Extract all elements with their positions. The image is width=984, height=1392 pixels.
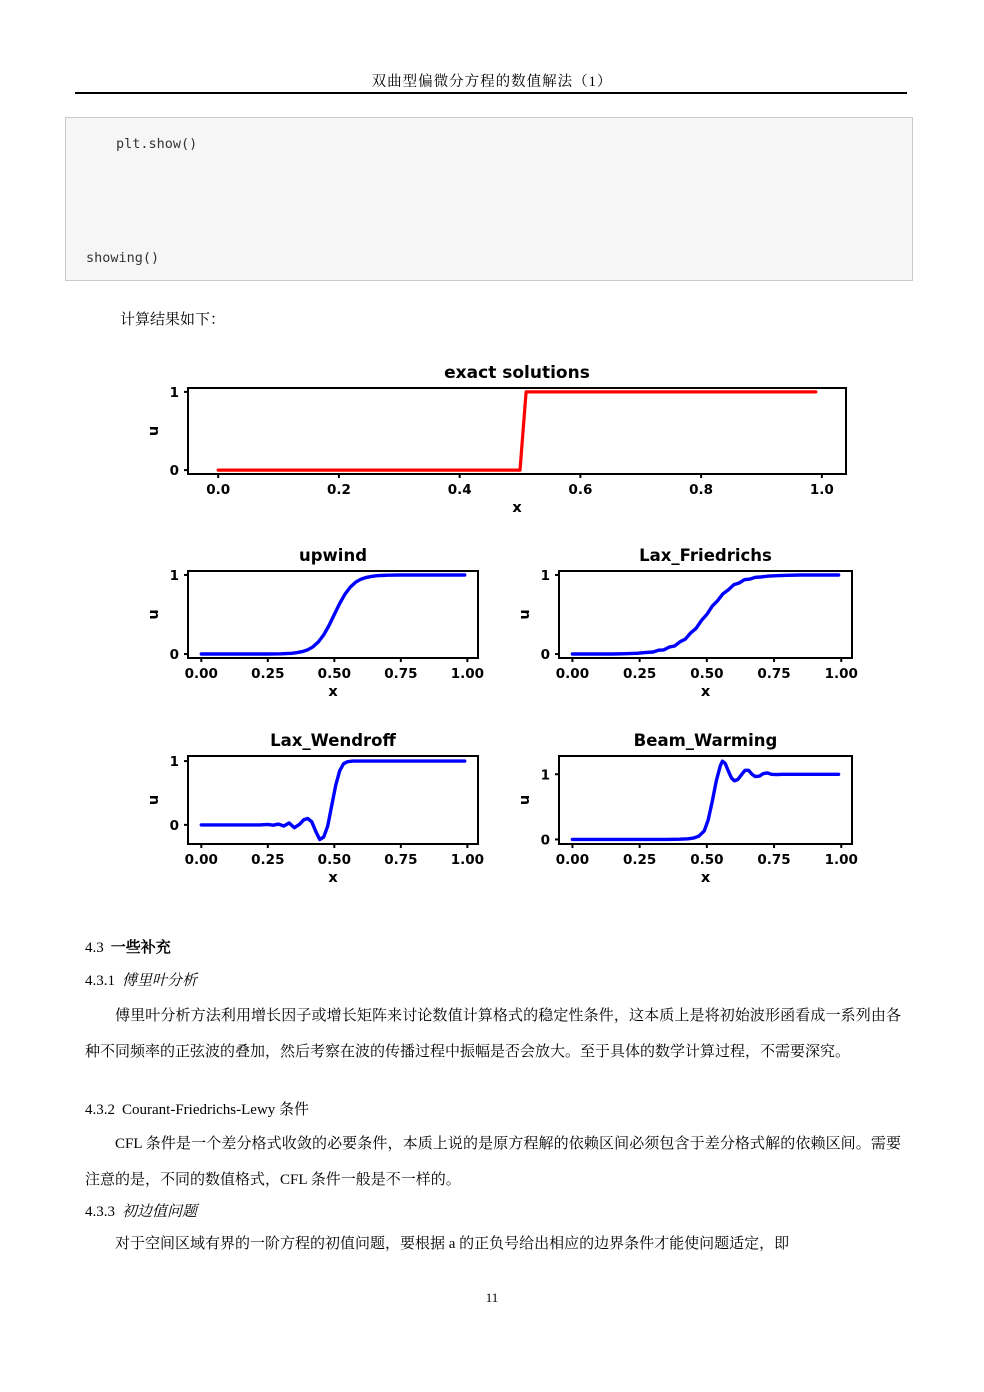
results-intro-text: 计算结果如下： xyxy=(120,312,226,328)
header-rule xyxy=(75,92,907,94)
svg-text:0: 0 xyxy=(169,647,179,664)
svg-text:0.25: 0.25 xyxy=(251,852,285,868)
section-4-3-3-number: 4.3.3 xyxy=(85,1204,115,1220)
figure-upwind xyxy=(140,538,502,717)
svg-text:0.00: 0.00 xyxy=(184,666,218,682)
chart-canvas xyxy=(140,354,892,532)
svg-text:u: u xyxy=(517,794,533,806)
svg-text:0.75: 0.75 xyxy=(757,852,791,868)
svg-text:0.50: 0.50 xyxy=(317,666,351,682)
svg-text:0.75: 0.75 xyxy=(384,852,418,868)
figure-beam-warming xyxy=(512,722,874,905)
svg-text:0.75: 0.75 xyxy=(757,666,791,682)
svg-text:x: x xyxy=(700,870,711,886)
section-4-3-2-number: 4.3.2 xyxy=(85,1102,115,1118)
svg-text:u: u xyxy=(146,794,162,806)
svg-text:0: 0 xyxy=(169,463,179,480)
code-block xyxy=(65,117,913,281)
svg-text:0.50: 0.50 xyxy=(317,852,351,868)
svg-text:0.8: 0.8 xyxy=(689,482,714,498)
figure-lax-wendroff xyxy=(140,722,502,905)
page-header-title: 双曲型偏微分方程的数值解法（1） xyxy=(371,74,613,90)
svg-text:0.50: 0.50 xyxy=(690,852,724,868)
section-4-3-2-title: Courant-Friedrichs-Lewy 条件 xyxy=(122,1102,310,1118)
svg-text:1.00: 1.00 xyxy=(450,852,485,868)
chart-canvas xyxy=(512,538,874,712)
svg-text:upwind: upwind xyxy=(298,546,368,565)
figure-lax-friedrichs xyxy=(512,538,874,717)
svg-text:0: 0 xyxy=(540,647,550,664)
svg-text:u: u xyxy=(146,425,162,437)
svg-text:0.00: 0.00 xyxy=(555,852,590,868)
section-4-3-heading xyxy=(85,936,171,957)
svg-text:1: 1 xyxy=(169,567,179,584)
section-4-3-2-body: CFL 条件是一个差分格式收敛的必要条件，本质上说的是原方程解的依赖区间必须包含于差分格式解的依赖区间。需要注意的是，不同的数值格式，CFL 条件一般是不一样的。 xyxy=(85,1136,901,1188)
chart-canvas xyxy=(140,538,502,712)
svg-text:0: 0 xyxy=(540,832,550,849)
section-4-3-3-heading xyxy=(85,1200,197,1221)
section-4-3-1-heading xyxy=(85,969,197,990)
svg-text:1: 1 xyxy=(540,567,550,584)
svg-text:1: 1 xyxy=(540,767,550,784)
svg-text:0.25: 0.25 xyxy=(622,852,657,868)
section-4-3-1-number: 4.3.1 xyxy=(85,973,115,989)
section-4-3-number: 4.3 xyxy=(85,940,104,956)
svg-text:u: u xyxy=(146,609,162,620)
svg-text:u: u xyxy=(517,609,533,620)
svg-text:0.25: 0.25 xyxy=(622,666,657,682)
page-number: 11 xyxy=(485,1290,499,1305)
section-4-3-1-body: 傅里叶分析方法利用增长因子或增长矩阵来讨论数值计算格式的稳定性条件，这本质上是将初始波形函看成一系列由各种不同频率的正弦波的叠加，然后考察在波的传播过程中振幅是否会放大。至于具体的数学计算过程，不需要深究。 xyxy=(85,1008,901,1060)
svg-text:x: x xyxy=(328,870,338,886)
section-4-3-2-heading xyxy=(85,1098,309,1119)
svg-text:0.00: 0.00 xyxy=(184,852,218,868)
section-4-3-1-title: 傅里叶分析 xyxy=(122,973,198,989)
svg-text:Beam_Warming: Beam_Warming xyxy=(633,731,778,750)
svg-text:0.75: 0.75 xyxy=(384,666,418,682)
svg-text:exact solutions: exact solutions xyxy=(444,363,590,383)
figure-exact-solutions xyxy=(140,354,892,537)
chart-canvas xyxy=(140,722,502,900)
svg-text:1: 1 xyxy=(169,384,179,401)
svg-text:x: x xyxy=(700,684,711,700)
svg-text:Lax_Wendroff: Lax_Wendroff xyxy=(270,731,396,750)
svg-text:0.50: 0.50 xyxy=(690,666,724,682)
svg-text:x: x xyxy=(512,500,522,516)
svg-text:0.00: 0.00 xyxy=(555,666,590,682)
svg-text:0.2: 0.2 xyxy=(326,482,351,498)
svg-text:1.00: 1.00 xyxy=(824,666,858,682)
svg-text:x: x xyxy=(328,684,338,700)
code-line-plt-show: plt.show() xyxy=(116,136,198,152)
code-line-showing: showing() xyxy=(86,250,160,266)
svg-text:1.00: 1.00 xyxy=(450,666,485,682)
svg-text:0.25: 0.25 xyxy=(251,666,285,682)
svg-text:0.6: 0.6 xyxy=(568,482,593,498)
section-4-3-title: 一些补充 xyxy=(110,939,171,956)
svg-text:1.00: 1.00 xyxy=(824,852,858,868)
svg-text:Lax_Friedrichs: Lax_Friedrichs xyxy=(639,546,772,565)
svg-text:0: 0 xyxy=(169,817,179,834)
svg-text:1.0: 1.0 xyxy=(809,482,834,498)
section-4-3-3-title: 初边值问题 xyxy=(122,1204,198,1220)
svg-text:0.0: 0.0 xyxy=(206,482,231,498)
svg-text:1: 1 xyxy=(169,754,179,771)
svg-text:0.4: 0.4 xyxy=(447,482,472,498)
section-4-3-3-body: 对于空间区域有界的一阶方程的初值问题，要根据 a 的正负号给出相应的边界条件才能使问题适定，即 xyxy=(115,1236,790,1252)
chart-canvas xyxy=(512,722,874,900)
